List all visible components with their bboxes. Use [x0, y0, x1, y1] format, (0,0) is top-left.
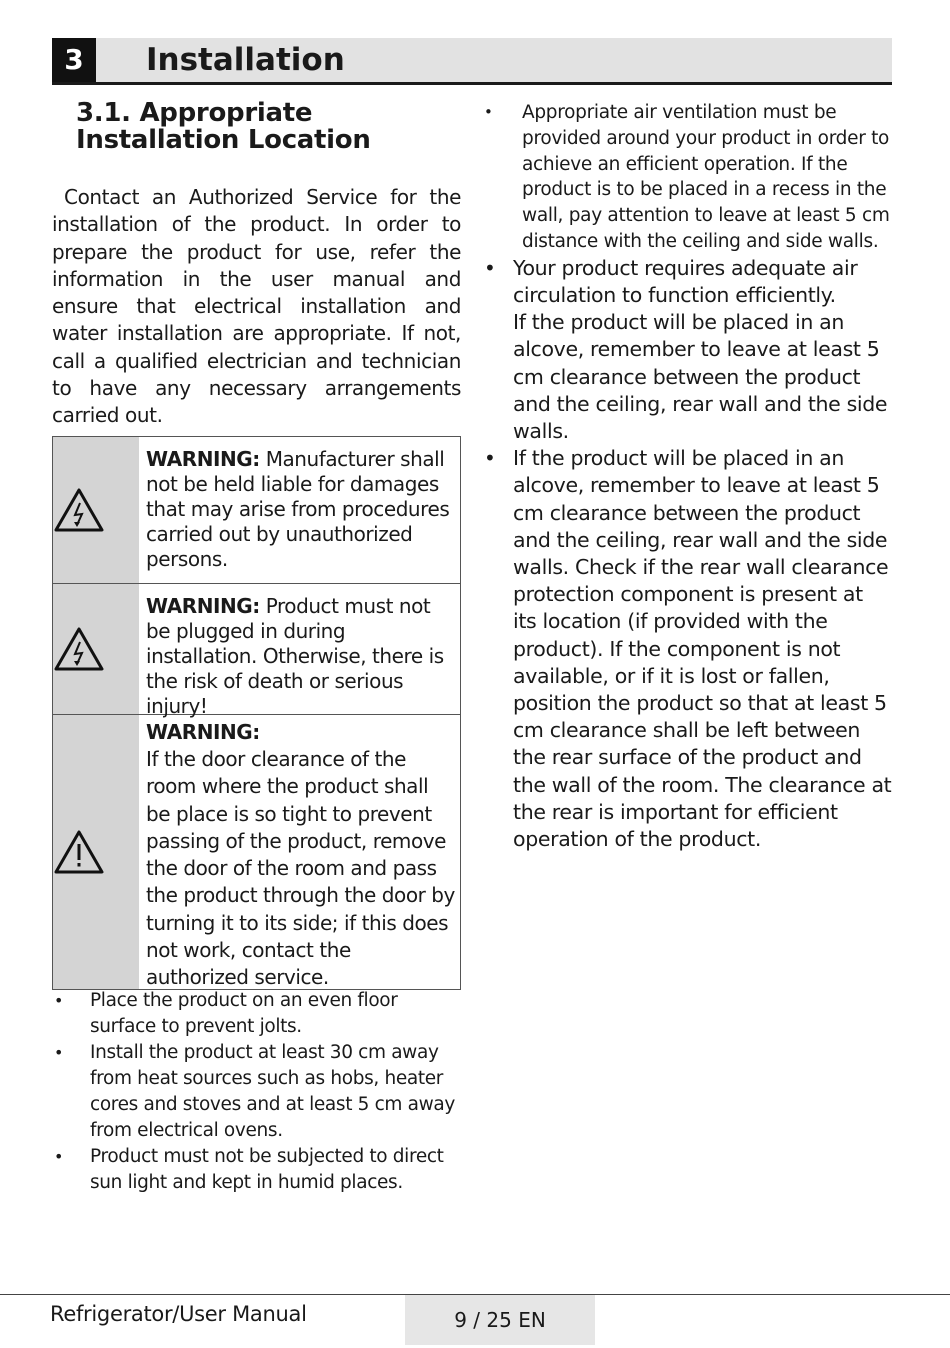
left-bullet-list	[52, 988, 461, 1196]
warning-text	[139, 715, 460, 989]
section-title-line1: 3.1. Appropriate	[76, 98, 313, 128]
bullet-dot: •	[54, 1146, 64, 1166]
list-item-text: Install the product at least 30 cm away from heat sources such as hobs, heater cores and stoves and at least 5 cm away from electrical ovens.	[90, 1041, 455, 1141]
electric-shock-warning-icon	[53, 487, 105, 533]
intro-paragraph: Contact an Authorized Service for the installation of the product. In order to prepare the product for use, refer the information in the user manual and ensure that electrical installation and water installation are appropriate. If not, call a qualified electrician and technician to have any necessary arrangements carried out.	[52, 185, 461, 428]
list-item	[52, 1040, 461, 1144]
bullet-dot: •	[54, 990, 64, 1010]
warning-icon-cell	[53, 715, 139, 989]
bullet-dot: •	[484, 255, 496, 280]
bullet-dot: •	[54, 1042, 64, 1062]
warning-table	[52, 436, 461, 990]
exclamation-warning-icon	[53, 829, 105, 875]
list-item-text: Place the product on an even floor surface to prevent jolts.	[90, 989, 398, 1037]
warning-row	[53, 584, 460, 718]
list-item	[482, 100, 892, 255]
warning-icon-cell	[53, 584, 139, 714]
warning-body: If the door clearance of the room where the product shall be place is so tight to prevent passing of the product, remove the door of the room and pass the product through the door by turning it to its side; if this does not work, contact the authorized service.	[146, 746, 455, 990]
warning-icon-cell	[53, 437, 139, 583]
list-item-text: Your product requires adequate air circulation to function efficiently.	[513, 255, 858, 307]
list-item	[482, 445, 892, 853]
right-bullet-list	[482, 100, 892, 853]
list-item-text: If the product will be placed in an alcove, remember to leave at least 5 cm clearance between the product and the ceiling, rear wall and the side walls. Check if the rear wall clearance protection component is present at its location (if provided with the product). If the component is not available, or if it is lost or fallen, position the product so that at least 5 cm clearance shall be left between the rear surface of the product and the wall of the room. The clearance at the rear is important for efficient operation of the product.	[513, 446, 892, 852]
right-column	[482, 100, 892, 853]
list-item	[52, 988, 461, 1040]
warning-body: Product must not be plugged in during installation. Otherwise, there is the risk of death or serious injury!	[146, 593, 444, 718]
warning-label: WARNING:	[146, 446, 260, 471]
chapter-header	[52, 38, 892, 85]
list-item	[52, 1144, 461, 1196]
warning-row	[53, 437, 460, 584]
warning-label: WARNING:	[146, 593, 260, 618]
warning-body: Manufacturer shall not be held liable for damages that may arise from procedures carried out by unauthorized persons.	[146, 446, 450, 571]
list-item-text: Appropriate air ventilation must be provided around your product in order to achieve an efficient operation. If the product is to be placed in a recess in the wall, pay attention to leave at least 5 cm distance with the ceiling and side walls.	[522, 102, 890, 252]
section-title	[76, 100, 461, 154]
chapter-number: 3	[52, 38, 96, 82]
footer-manual-name: Refrigerator/User Manual	[50, 1302, 307, 1326]
page-number: 9 / 25 EN	[405, 1295, 595, 1345]
list-item-text: If the product will be placed in an alcove, remember to leave at least 5 cm clearance between the product and the ceiling, rear wall and the side walls.	[513, 310, 888, 443]
section-title-line2: Installation Location	[76, 125, 371, 155]
bullet-dot: •	[484, 446, 496, 471]
left-column	[52, 100, 461, 1196]
bullet-dot: •	[484, 103, 493, 121]
warning-row	[53, 715, 460, 990]
warning-text	[139, 437, 460, 583]
list-item	[482, 255, 892, 445]
chapter-title: Installation	[146, 42, 345, 78]
electric-shock-warning-icon	[53, 626, 105, 672]
list-item-text: Product must not be subjected to direct sun light and kept in humid places.	[90, 1145, 444, 1193]
warning-text	[139, 584, 460, 718]
warning-label: WARNING:	[146, 719, 260, 744]
